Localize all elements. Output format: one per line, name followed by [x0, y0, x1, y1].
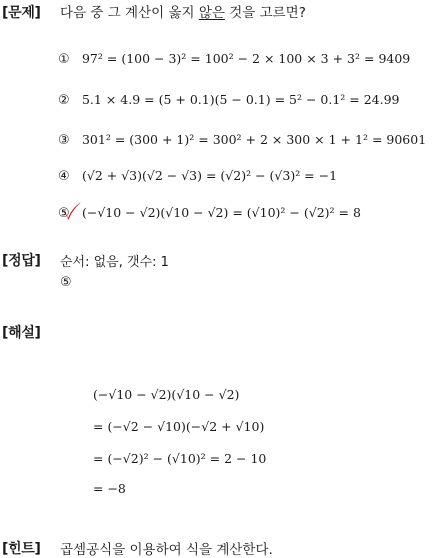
solution-line-2: = (−√2 − √10)(−√2 + √10)	[93, 419, 265, 434]
choice-5-number: ⑤	[58, 206, 70, 221]
choice-1[interactable]	[58, 51, 410, 67]
question-emphasis: 않은	[198, 5, 225, 21]
hint-tag: [힌트]	[2, 541, 41, 557]
question-after: 것을 고르면?	[224, 5, 306, 21]
choice-1-number: ①	[58, 52, 70, 67]
choice-4-number: ④	[58, 169, 70, 184]
choice-3[interactable]	[58, 132, 426, 148]
choice-2-text: 5.1 × 4.9 = (5 + 0.1)(5 − 0.1) = 5² − 0.1² = 24.99	[81, 92, 400, 107]
choice-4[interactable]	[58, 168, 337, 184]
choice-2-number: ②	[58, 93, 70, 108]
check-icon	[60, 200, 82, 222]
answer-meta: 순서: 없음, 갯수: 1	[60, 255, 169, 270]
question-before: 다음 중 그 계산이 옳지	[60, 5, 199, 21]
choice-1-text: 97² = (100 − 3)² = 100² − 2 × 100 × 3 + 3² = 9409	[81, 51, 411, 66]
hint-text: 곱셈공식을 이용하여 식을 계산한다.	[60, 542, 273, 558]
choice-3-number: ③	[58, 133, 70, 148]
solution-line-1: (−√10 − √2)(√10 − √2)	[93, 387, 240, 402]
answer-value: ⑤	[60, 275, 72, 290]
choice-5[interactable]	[58, 205, 361, 221]
question-text	[60, 1, 306, 21]
solution-line-4: = −8	[93, 481, 126, 496]
answer-tag: [정답]	[2, 253, 41, 269]
choice-4-text: (√2 + √3)(√2 − √3) = (√2)² − (√3)² = −1	[81, 168, 338, 183]
problem-tag: [문제]	[2, 5, 41, 21]
solution-line-3: = (−√2)² − (√10)² = 2 − 10	[93, 451, 267, 466]
choice-2[interactable]	[58, 92, 400, 108]
choice-3-text: 301² = (300 + 1)² = 300² + 2 × 300 × 1 + 1² = 90601	[81, 132, 427, 147]
explain-tag: [해설]	[2, 325, 41, 341]
choice-5-text: (−√10 − √2)(√10 − √2) = (√10)² − (√2)² = 8	[81, 205, 361, 220]
